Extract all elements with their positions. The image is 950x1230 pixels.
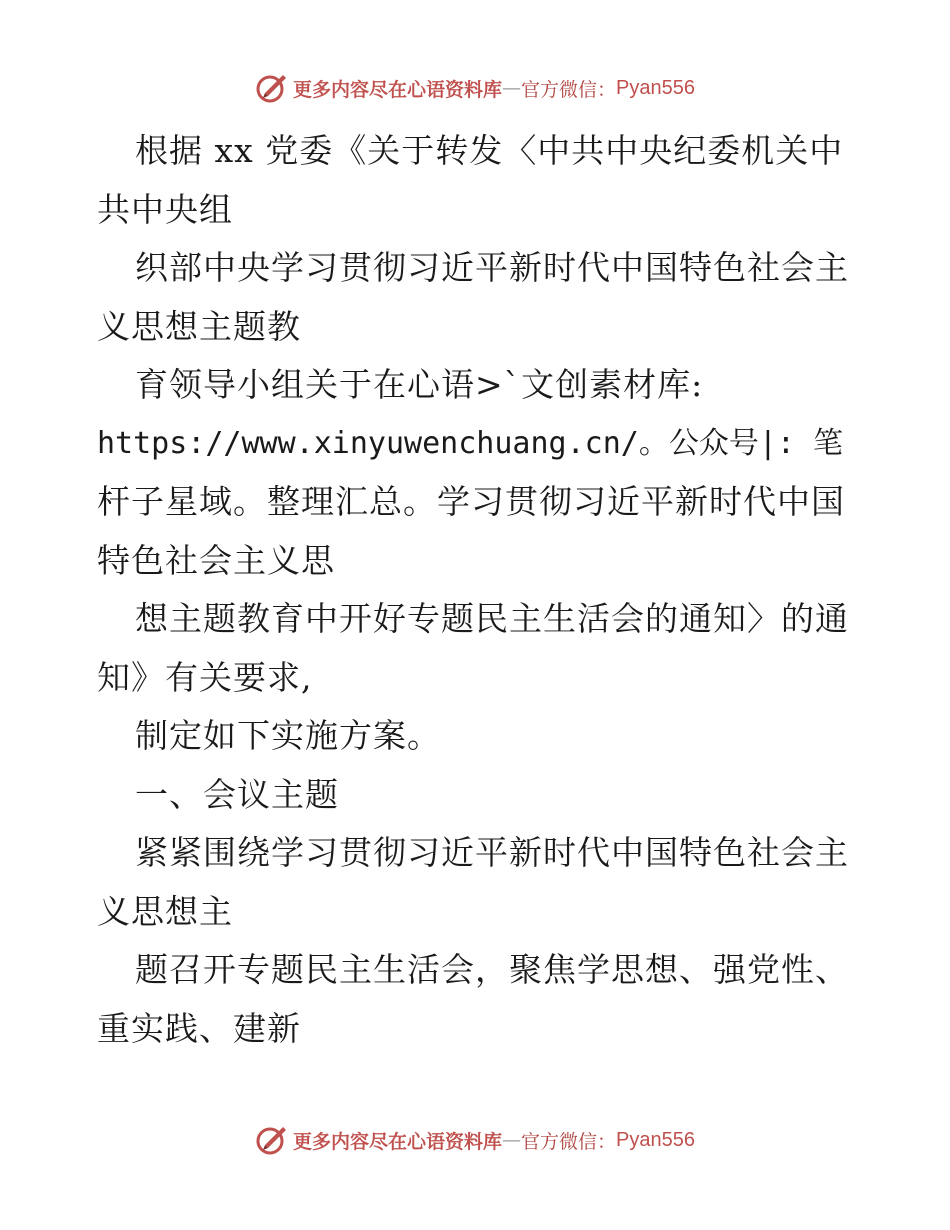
- banner-wechat-id: Pyan556: [616, 1128, 695, 1151]
- paragraph-line: 育领导小组关于在心语>`文创素材库:: [135, 365, 704, 404]
- banner-wechat-label: 官方微信：: [521, 78, 617, 101]
- paragraph-line: 杆子星域。整理汇总。学习贯彻习近平新时代中国: [97, 482, 845, 521]
- paragraph-line: 义思想主: [97, 891, 233, 931]
- paragraph-line: 紧紧围绕学习贯彻习近平新时代中国特色社会主: [135, 833, 849, 872]
- footer-banner: [0, 1120, 950, 1160]
- banner-site-text: 更多内容尽在心语资料库: [293, 78, 503, 101]
- banner-site-text: 更多内容尽在心语资料库: [293, 1130, 503, 1153]
- header-banner: [0, 68, 950, 108]
- banner-wechat-id: Pyan556: [616, 76, 695, 99]
- document-body: [97, 122, 857, 1058]
- quill-pen-logo-icon: [255, 1123, 289, 1157]
- section-heading: 一、会议主题: [135, 774, 339, 814]
- banner-separator: —: [502, 1129, 522, 1151]
- quill-pen-logo-icon: [255, 71, 289, 105]
- paragraph-line: 想主题教育中开好专题民主生活会的通知〉的通: [135, 599, 849, 638]
- paragraph-line: 题召开专题民主生活会，聚焦学思想、强党性、: [135, 950, 849, 989]
- banner-separator: —: [502, 77, 522, 99]
- paragraph-line: 义思想主题教: [97, 306, 301, 346]
- paragraph-line: 知》有关要求,: [97, 657, 313, 697]
- paragraph-line: 特色社会主义思: [97, 540, 335, 580]
- paragraph-line: 织部中央学习贯彻习近平新时代中国特色社会主: [135, 248, 849, 287]
- paragraph-line: 重实践、建新: [97, 1008, 301, 1048]
- banner-wechat-label: 官方微信：: [521, 1130, 617, 1153]
- paragraph-line: 共中央组: [97, 189, 233, 229]
- paragraph-line: 根据 xx 党委《关于转发〈中共中央纪委机关中: [135, 131, 844, 170]
- paragraph-line: 制定如下实施方案。: [135, 716, 441, 755]
- paragraph-line-url: https://www.xinyuwenchuang.cn/。公众号|: 笔: [97, 425, 844, 461]
